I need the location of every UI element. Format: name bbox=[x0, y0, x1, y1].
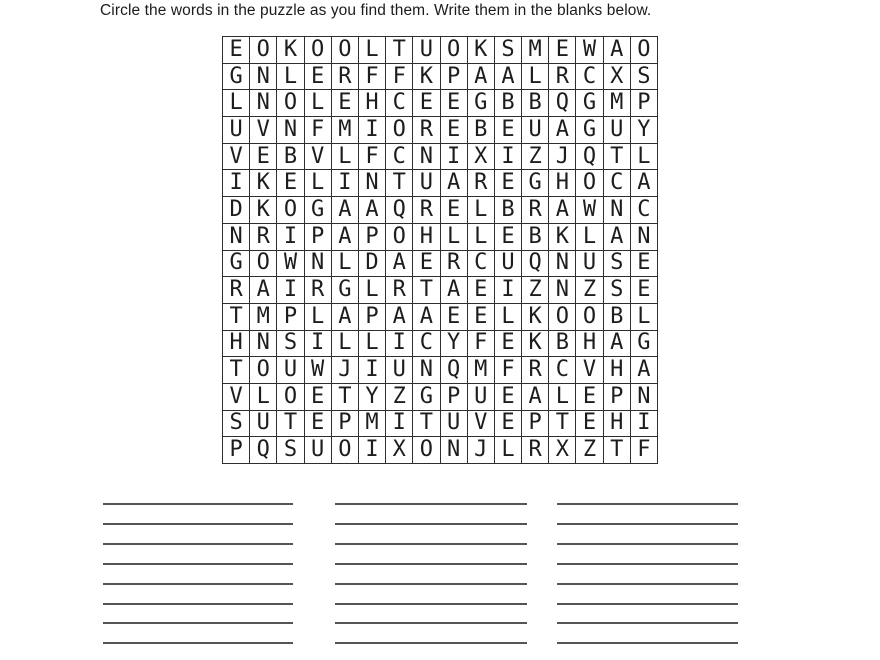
grid-cell[interactable]: U bbox=[494, 250, 521, 277]
grid-cell[interactable]: I bbox=[358, 437, 385, 464]
grid-cell[interactable]: V bbox=[223, 383, 250, 410]
grid-cell[interactable]: M bbox=[467, 357, 494, 384]
grid-cell[interactable]: Q bbox=[386, 197, 413, 224]
grid-cell[interactable]: E bbox=[331, 90, 358, 117]
grid-cell[interactable]: O bbox=[630, 37, 657, 64]
grid-cell[interactable]: U bbox=[250, 410, 277, 437]
grid-cell[interactable]: H bbox=[549, 170, 576, 197]
grid-cell[interactable]: P bbox=[522, 410, 549, 437]
grid-cell[interactable]: O bbox=[440, 37, 467, 64]
grid-cell[interactable]: O bbox=[576, 170, 603, 197]
grid-cell[interactable]: K bbox=[522, 303, 549, 330]
grid-cell[interactable]: H bbox=[576, 330, 603, 357]
grid-cell[interactable]: U bbox=[277, 357, 304, 384]
grid-cell[interactable]: N bbox=[413, 357, 440, 384]
grid-cell[interactable]: C bbox=[576, 63, 603, 90]
answer-blank-line[interactable] bbox=[335, 642, 527, 644]
grid-cell[interactable]: S bbox=[277, 437, 304, 464]
grid-cell[interactable]: S bbox=[603, 250, 630, 277]
grid-cell[interactable]: G bbox=[223, 250, 250, 277]
grid-cell[interactable]: B bbox=[494, 90, 521, 117]
grid-cell[interactable]: H bbox=[603, 410, 630, 437]
answer-blank-line[interactable] bbox=[557, 543, 738, 545]
grid-cell[interactable]: I bbox=[358, 357, 385, 384]
grid-cell[interactable]: F bbox=[304, 117, 331, 144]
grid-cell[interactable]: L bbox=[630, 303, 657, 330]
grid-cell[interactable]: H bbox=[358, 90, 385, 117]
grid-cell[interactable]: E bbox=[413, 250, 440, 277]
grid-cell[interactable]: L bbox=[576, 223, 603, 250]
grid-cell[interactable]: G bbox=[576, 117, 603, 144]
grid-cell[interactable]: H bbox=[603, 357, 630, 384]
grid-cell[interactable]: P bbox=[603, 383, 630, 410]
grid-cell[interactable]: M bbox=[250, 303, 277, 330]
grid-cell[interactable]: Z bbox=[576, 437, 603, 464]
answer-blank-line[interactable] bbox=[103, 503, 293, 505]
grid-cell[interactable]: A bbox=[331, 197, 358, 224]
grid-cell[interactable]: L bbox=[522, 63, 549, 90]
grid-cell[interactable]: N bbox=[358, 170, 385, 197]
grid-cell[interactable]: P bbox=[223, 437, 250, 464]
grid-cell[interactable]: R bbox=[522, 197, 549, 224]
grid-cell[interactable]: E bbox=[494, 410, 521, 437]
grid-cell[interactable]: Z bbox=[522, 143, 549, 170]
grid-cell[interactable]: B bbox=[522, 223, 549, 250]
grid-cell[interactable]: T bbox=[277, 410, 304, 437]
grid-cell[interactable]: L bbox=[549, 383, 576, 410]
grid-cell[interactable]: T bbox=[603, 437, 630, 464]
grid-cell[interactable]: B bbox=[603, 303, 630, 330]
grid-cell[interactable]: C bbox=[630, 197, 657, 224]
grid-cell[interactable]: E bbox=[630, 250, 657, 277]
grid-cell[interactable]: O bbox=[386, 223, 413, 250]
grid-cell[interactable]: A bbox=[522, 383, 549, 410]
grid-cell[interactable]: H bbox=[223, 330, 250, 357]
grid-cell[interactable]: E bbox=[494, 117, 521, 144]
answer-blank-line[interactable] bbox=[103, 622, 293, 624]
answer-blank-line[interactable] bbox=[335, 583, 527, 585]
grid-cell[interactable]: A bbox=[467, 63, 494, 90]
grid-cell[interactable]: I bbox=[440, 143, 467, 170]
grid-cell[interactable]: N bbox=[630, 223, 657, 250]
answer-blank-line[interactable] bbox=[557, 642, 738, 644]
grid-cell[interactable]: A bbox=[630, 357, 657, 384]
grid-cell[interactable]: E bbox=[494, 330, 521, 357]
grid-cell[interactable]: E bbox=[494, 383, 521, 410]
grid-cell[interactable]: Q bbox=[522, 250, 549, 277]
grid-cell[interactable]: S bbox=[277, 330, 304, 357]
answer-blank-line[interactable] bbox=[557, 563, 738, 565]
grid-cell[interactable]: L bbox=[331, 330, 358, 357]
answer-blank-line[interactable] bbox=[557, 622, 738, 624]
grid-cell[interactable]: G bbox=[467, 90, 494, 117]
grid-cell[interactable]: N bbox=[413, 143, 440, 170]
grid-cell[interactable]: E bbox=[304, 383, 331, 410]
grid-cell[interactable]: R bbox=[331, 63, 358, 90]
grid-cell[interactable]: M bbox=[358, 410, 385, 437]
grid-cell[interactable]: J bbox=[467, 437, 494, 464]
grid-cell[interactable]: L bbox=[223, 90, 250, 117]
grid-cell[interactable]: K bbox=[277, 37, 304, 64]
grid-cell[interactable]: T bbox=[413, 277, 440, 304]
grid-cell[interactable]: Y bbox=[630, 117, 657, 144]
grid-cell[interactable]: A bbox=[331, 223, 358, 250]
grid-cell[interactable]: K bbox=[522, 330, 549, 357]
grid-cell[interactable]: G bbox=[331, 277, 358, 304]
grid-cell[interactable]: W bbox=[576, 37, 603, 64]
grid-cell[interactable]: U bbox=[440, 410, 467, 437]
grid-cell[interactable]: O bbox=[277, 90, 304, 117]
grid-cell[interactable]: K bbox=[467, 37, 494, 64]
answer-blank-line[interactable] bbox=[103, 543, 293, 545]
grid-cell[interactable]: V bbox=[576, 357, 603, 384]
grid-cell[interactable]: A bbox=[603, 330, 630, 357]
grid-cell[interactable]: N bbox=[223, 223, 250, 250]
grid-cell[interactable]: G bbox=[304, 197, 331, 224]
instruction-text: Circle the words in the puzzle as you find them. Write them in the blanks below. bbox=[100, 2, 652, 19]
grid-cell[interactable]: O bbox=[250, 37, 277, 64]
grid-cell[interactable]: Z bbox=[386, 383, 413, 410]
grid-cell[interactable]: D bbox=[223, 197, 250, 224]
grid-cell[interactable]: C bbox=[386, 143, 413, 170]
grid-cell[interactable]: N bbox=[549, 277, 576, 304]
grid-cell[interactable]: N bbox=[440, 437, 467, 464]
grid-cell[interactable]: S bbox=[630, 63, 657, 90]
grid-cell[interactable]: N bbox=[304, 250, 331, 277]
grid-cell[interactable]: K bbox=[250, 170, 277, 197]
grid-cell[interactable]: R bbox=[413, 197, 440, 224]
grid-cell[interactable]: B bbox=[277, 143, 304, 170]
grid-cell[interactable]: E bbox=[277, 170, 304, 197]
grid-cell[interactable]: J bbox=[549, 143, 576, 170]
answer-blank-line[interactable] bbox=[335, 543, 527, 545]
grid-cell[interactable]: R bbox=[223, 277, 250, 304]
grid-cell[interactable]: M bbox=[603, 90, 630, 117]
answer-blank-line[interactable] bbox=[103, 563, 293, 565]
grid-cell[interactable]: U bbox=[223, 117, 250, 144]
grid-cell[interactable]: C bbox=[549, 357, 576, 384]
grid-cell[interactable]: L bbox=[331, 143, 358, 170]
grid-cell[interactable]: N bbox=[630, 383, 657, 410]
grid-cell[interactable]: R bbox=[549, 63, 576, 90]
grid-cell[interactable]: I bbox=[277, 223, 304, 250]
grid-cell[interactable]: B bbox=[522, 90, 549, 117]
grid-cell[interactable]: B bbox=[467, 117, 494, 144]
grid-cell[interactable]: F bbox=[358, 63, 385, 90]
grid-cell[interactable]: L bbox=[304, 90, 331, 117]
grid-cell[interactable]: F bbox=[386, 63, 413, 90]
grid-cell[interactable]: P bbox=[440, 63, 467, 90]
grid-cell[interactable]: U bbox=[304, 437, 331, 464]
grid-cell[interactable]: B bbox=[549, 330, 576, 357]
grid-cell[interactable]: R bbox=[467, 170, 494, 197]
grid-cell[interactable]: F bbox=[630, 437, 657, 464]
grid-cell[interactable]: Y bbox=[440, 330, 467, 357]
grid-cell[interactable]: C bbox=[386, 90, 413, 117]
grid-cell[interactable]: I bbox=[223, 170, 250, 197]
grid-cell[interactable]: U bbox=[413, 37, 440, 64]
grid-cell[interactable]: I bbox=[386, 330, 413, 357]
grid-cell[interactable]: J bbox=[331, 357, 358, 384]
grid-cell[interactable]: X bbox=[549, 437, 576, 464]
grid-cell[interactable]: Y bbox=[358, 383, 385, 410]
grid-cell[interactable]: T bbox=[386, 170, 413, 197]
answer-blank-line[interactable] bbox=[103, 603, 293, 605]
grid-cell[interactable]: E bbox=[440, 197, 467, 224]
grid-cell[interactable]: A bbox=[386, 250, 413, 277]
grid-cell[interactable]: H bbox=[413, 223, 440, 250]
grid-cell[interactable]: G bbox=[522, 170, 549, 197]
grid-cell[interactable]: A bbox=[358, 197, 385, 224]
grid-cell[interactable]: U bbox=[413, 170, 440, 197]
grid-cell[interactable]: N bbox=[603, 197, 630, 224]
grid-cell[interactable]: G bbox=[413, 383, 440, 410]
grid-cell[interactable]: P bbox=[358, 303, 385, 330]
grid-cell[interactable]: P bbox=[331, 410, 358, 437]
grid-cell[interactable]: E bbox=[576, 383, 603, 410]
grid-cell[interactable]: A bbox=[331, 303, 358, 330]
grid-cell[interactable]: E bbox=[467, 303, 494, 330]
grid-cell[interactable]: K bbox=[413, 63, 440, 90]
grid-cell[interactable]: G bbox=[223, 63, 250, 90]
grid-cell[interactable]: U bbox=[603, 117, 630, 144]
grid-cell[interactable]: A bbox=[440, 170, 467, 197]
grid-cell[interactable]: G bbox=[630, 330, 657, 357]
grid-cell[interactable]: U bbox=[576, 250, 603, 277]
grid-cell[interactable]: W bbox=[277, 250, 304, 277]
grid-cell[interactable]: E bbox=[494, 170, 521, 197]
grid-cell[interactable]: Z bbox=[522, 277, 549, 304]
grid-cell[interactable]: R bbox=[413, 117, 440, 144]
grid-cell[interactable]: D bbox=[358, 250, 385, 277]
grid-cell[interactable]: L bbox=[494, 437, 521, 464]
grid-cell[interactable]: A bbox=[549, 197, 576, 224]
grid-cell[interactable]: O bbox=[413, 437, 440, 464]
grid-cell[interactable]: P bbox=[440, 383, 467, 410]
grid-cell[interactable]: I bbox=[386, 410, 413, 437]
grid-cell[interactable]: A bbox=[549, 117, 576, 144]
grid-cell[interactable]: L bbox=[467, 223, 494, 250]
grid-cell[interactable]: X bbox=[603, 63, 630, 90]
grid-cell[interactable]: S bbox=[223, 410, 250, 437]
grid-cell[interactable]: A bbox=[413, 303, 440, 330]
grid-cell[interactable]: E bbox=[413, 90, 440, 117]
grid-cell[interactable]: Z bbox=[576, 277, 603, 304]
grid-cell[interactable]: Q bbox=[576, 143, 603, 170]
grid-cell[interactable]: C bbox=[603, 170, 630, 197]
grid-cell[interactable]: I bbox=[494, 143, 521, 170]
grid-cell[interactable]: V bbox=[304, 143, 331, 170]
grid-cell[interactable]: L bbox=[467, 197, 494, 224]
grid-cell[interactable]: O bbox=[250, 250, 277, 277]
grid-cell[interactable]: N bbox=[250, 330, 277, 357]
grid-cell[interactable]: F bbox=[494, 357, 521, 384]
grid-cell[interactable]: P bbox=[304, 223, 331, 250]
grid-cell[interactable]: N bbox=[250, 90, 277, 117]
grid-cell[interactable]: I bbox=[277, 277, 304, 304]
grid-cell[interactable]: O bbox=[576, 303, 603, 330]
grid-cell[interactable]: C bbox=[467, 250, 494, 277]
grid-cell[interactable]: E bbox=[440, 90, 467, 117]
answer-blank-line[interactable] bbox=[557, 503, 738, 505]
grid-cell[interactable]: R bbox=[522, 357, 549, 384]
answer-blank-line[interactable] bbox=[103, 523, 293, 525]
grid-cell[interactable]: I bbox=[304, 330, 331, 357]
grid-cell[interactable]: A bbox=[630, 170, 657, 197]
grid-cell[interactable]: M bbox=[331, 117, 358, 144]
grid-cell[interactable]: E bbox=[630, 277, 657, 304]
grid-cell[interactable]: L bbox=[358, 330, 385, 357]
grid-cell[interactable]: R bbox=[250, 223, 277, 250]
grid-cell[interactable]: L bbox=[304, 170, 331, 197]
grid-cell[interactable]: E bbox=[440, 117, 467, 144]
grid-cell[interactable]: E bbox=[250, 143, 277, 170]
answer-blank-line[interactable] bbox=[335, 523, 527, 525]
grid-cell[interactable]: A bbox=[603, 223, 630, 250]
grid-cell[interactable]: L bbox=[304, 303, 331, 330]
grid-cell[interactable]: A bbox=[603, 37, 630, 64]
grid-cell[interactable]: T bbox=[386, 37, 413, 64]
grid-cell[interactable]: O bbox=[331, 37, 358, 64]
grid-cell[interactable]: T bbox=[413, 410, 440, 437]
grid-cell[interactable]: C bbox=[413, 330, 440, 357]
grid-cell[interactable]: W bbox=[304, 357, 331, 384]
grid-cell[interactable]: O bbox=[331, 437, 358, 464]
grid-cell[interactable]: S bbox=[603, 277, 630, 304]
grid-cell[interactable]: X bbox=[386, 437, 413, 464]
grid-cell[interactable]: F bbox=[358, 143, 385, 170]
grid-cell[interactable]: T bbox=[331, 383, 358, 410]
grid-cell[interactable]: Q bbox=[549, 90, 576, 117]
grid-cell[interactable]: A bbox=[440, 277, 467, 304]
answer-blank-line[interactable] bbox=[335, 503, 527, 505]
grid-cell[interactable]: O bbox=[277, 197, 304, 224]
grid-cell[interactable]: E bbox=[494, 223, 521, 250]
grid-cell[interactable]: T bbox=[549, 410, 576, 437]
grid-cell[interactable]: V bbox=[467, 410, 494, 437]
grid-cell[interactable]: S bbox=[494, 37, 521, 64]
grid-cell[interactable]: G bbox=[576, 90, 603, 117]
grid-cell[interactable]: P bbox=[630, 90, 657, 117]
grid-cell[interactable]: L bbox=[331, 250, 358, 277]
grid-cell[interactable]: A bbox=[386, 303, 413, 330]
grid-cell[interactable]: R bbox=[440, 250, 467, 277]
grid-cell[interactable]: A bbox=[494, 63, 521, 90]
grid-cell[interactable]: K bbox=[250, 197, 277, 224]
grid-cell[interactable]: T bbox=[223, 303, 250, 330]
grid-cell[interactable]: Q bbox=[250, 437, 277, 464]
grid-cell[interactable]: L bbox=[250, 383, 277, 410]
grid-cell[interactable]: X bbox=[467, 143, 494, 170]
grid-cell[interactable]: P bbox=[277, 303, 304, 330]
grid-cell[interactable]: O bbox=[304, 37, 331, 64]
grid-cell[interactable]: I bbox=[630, 410, 657, 437]
answer-blank-line[interactable] bbox=[557, 523, 738, 525]
grid-cell[interactable]: N bbox=[250, 63, 277, 90]
grid-cell[interactable]: E bbox=[576, 410, 603, 437]
answer-blank-line[interactable] bbox=[557, 583, 738, 585]
grid-cell[interactable]: N bbox=[549, 250, 576, 277]
grid-cell[interactable]: T bbox=[223, 357, 250, 384]
grid-cell[interactable]: E bbox=[304, 410, 331, 437]
grid-cell[interactable]: T bbox=[603, 143, 630, 170]
grid-cell[interactable]: O bbox=[277, 383, 304, 410]
grid-cell[interactable]: L bbox=[277, 63, 304, 90]
grid-cell[interactable]: V bbox=[250, 117, 277, 144]
grid-cell[interactable]: N bbox=[277, 117, 304, 144]
grid-cell[interactable]: L bbox=[358, 277, 385, 304]
grid-cell[interactable]: U bbox=[467, 383, 494, 410]
grid-cell[interactable]: E bbox=[549, 37, 576, 64]
grid-cell[interactable]: R bbox=[304, 277, 331, 304]
grid-cell[interactable]: V bbox=[223, 143, 250, 170]
grid-cell[interactable]: F bbox=[467, 330, 494, 357]
grid-cell[interactable]: K bbox=[549, 223, 576, 250]
grid-cell[interactable]: A bbox=[250, 277, 277, 304]
grid-cell[interactable]: R bbox=[386, 277, 413, 304]
answer-blank-line[interactable] bbox=[103, 583, 293, 585]
grid-cell[interactable]: B bbox=[494, 197, 521, 224]
grid-cell[interactable]: I bbox=[358, 117, 385, 144]
grid-cell[interactable]: P bbox=[358, 223, 385, 250]
answer-blank-line[interactable] bbox=[335, 622, 527, 624]
answer-blank-line[interactable] bbox=[335, 563, 527, 565]
grid-cell[interactable]: R bbox=[522, 437, 549, 464]
grid-cell[interactable]: Q bbox=[440, 357, 467, 384]
answer-blank-line[interactable] bbox=[557, 603, 738, 605]
grid-cell[interactable]: M bbox=[522, 37, 549, 64]
answer-blank-line[interactable] bbox=[103, 642, 293, 644]
grid-cell[interactable]: E bbox=[223, 37, 250, 64]
grid-cell[interactable]: O bbox=[549, 303, 576, 330]
grid-cell[interactable]: E bbox=[304, 63, 331, 90]
grid-cell[interactable]: I bbox=[331, 170, 358, 197]
grid-cell[interactable]: L bbox=[630, 143, 657, 170]
grid-cell[interactable]: L bbox=[440, 223, 467, 250]
grid-cell[interactable]: L bbox=[358, 37, 385, 64]
grid-cell[interactable]: U bbox=[386, 357, 413, 384]
grid-cell[interactable]: E bbox=[467, 277, 494, 304]
grid-cell[interactable]: U bbox=[522, 117, 549, 144]
answer-blank-line[interactable] bbox=[335, 603, 527, 605]
grid-cell[interactable]: O bbox=[250, 357, 277, 384]
grid-cell[interactable]: L bbox=[494, 303, 521, 330]
grid-cell[interactable]: W bbox=[576, 197, 603, 224]
grid-cell[interactable]: E bbox=[440, 303, 467, 330]
grid-cell[interactable]: O bbox=[386, 117, 413, 144]
grid-cell[interactable]: I bbox=[494, 277, 521, 304]
